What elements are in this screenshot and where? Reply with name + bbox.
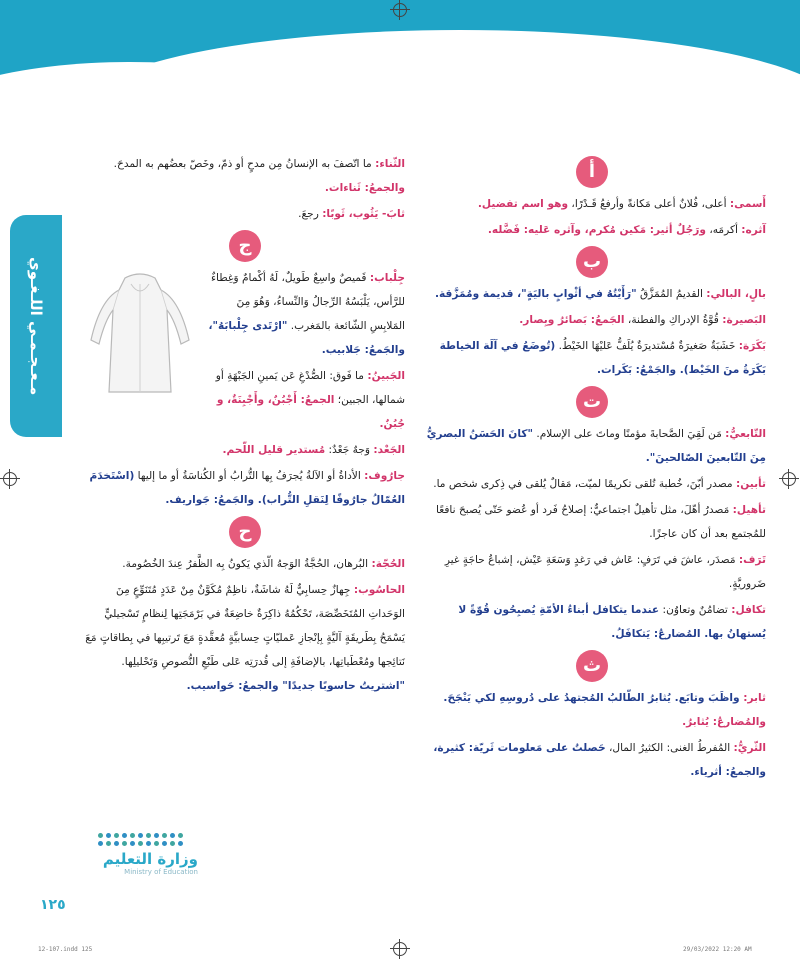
entry-term: الحُجّة: — [371, 558, 405, 570]
entry-term: ثابر: — [743, 692, 766, 704]
entry-extra: الجَمعُ: بَصائرُ وبِصار. — [519, 314, 625, 326]
entry-extra: (تُوضَعُ في آلَة الخياطة بَكَرَةُ منَ الخَيْط). والجَمْعُ: بَكَرات. — [439, 340, 766, 376]
entry-definition: القديمُ المُمَزَّقُ — [636, 288, 707, 300]
entry-term: تكافل: — [731, 604, 766, 616]
entry-term: الثّريُّ: — [733, 742, 766, 754]
section-ba — [418, 246, 766, 382]
entry-extra: (اسْتَخدَمَ العُمّالُ جارُوفًا لِنَقلِ التُّراب). والجَمعُ: جَواريف. — [89, 470, 405, 506]
entry — [418, 686, 766, 734]
registration-mark-icon — [393, 3, 407, 17]
print-slug-file: 12-107.indd 125 — [38, 946, 93, 953]
section-ha — [85, 516, 405, 698]
left-column — [85, 152, 405, 700]
entry-extra: مُستدير قليل اللّحم. — [222, 444, 326, 456]
entry-extra: ورَجُلٌ أثير: مَكين مُكرم، وآثره عَليه: فَضَّله. — [487, 224, 706, 236]
entry-term: جارُوف: — [364, 470, 405, 482]
entry-term: الجَعْد: — [373, 444, 405, 456]
entry-definition: مَصدرُ أهّلَ، مثل تأهيلٌ اجتماعيٌّ: إصلاحُ فَرد أو عُضو حَتّى يُصبحَ نافعًا للمُجتمع بعد أن كان عاجزًا. — [436, 504, 766, 540]
entry-definition: ما اتّصفَ به الإنسانُ مِن مدحٍ أو ذمّ، وخَصّ بعضُهم به المدحَ. — [113, 158, 376, 170]
section-tha — [418, 650, 766, 784]
section-alef — [418, 156, 766, 242]
entry — [418, 282, 766, 306]
entry-term: الثّناء: — [375, 158, 405, 170]
entry-term: تأبين: — [735, 478, 766, 490]
entry-term: التّابعيُّ: — [725, 428, 766, 440]
entry-extra: عندما يتكافل أبناءُ الأمّةِ يُصبِحُون قُوّةً لا يُستهانُ بها. المُضارعُ: يَتكافَلُ. — [458, 604, 766, 640]
entry — [418, 218, 766, 242]
entry-definition: قُوَّةُ الإدراكِ والفطنة، — [624, 314, 723, 326]
entry-term: بَكَرَة: — [738, 340, 766, 352]
registration-mark-icon — [3, 472, 17, 486]
letter-badge: ب — [576, 246, 608, 278]
ministry-name-ar: وزارة التعليم — [102, 850, 198, 868]
print-slug-date: 29/03/2022 12:20 AM — [683, 946, 752, 953]
entry — [85, 578, 405, 698]
entry-extra: "رَأَيْتُهُ في أثْوابٍ باليَةٍ"، قديمة ومُمَزَّقة. — [434, 288, 637, 300]
entry-extra: والجمعُ: ثَناءات. — [324, 182, 405, 194]
ministry-logo — [88, 833, 198, 923]
letter-badge: ث — [576, 650, 608, 682]
entry-extra: "ارْتَدى جِلْبابَهُ"، والجَمعُ: جَلابيب. — [208, 320, 405, 356]
letter-badge: ت — [576, 386, 608, 418]
registration-mark-icon — [782, 472, 796, 486]
entry-term: تأهيل: — [732, 504, 766, 516]
entry-definition: البُرهان، الحُجَّةُ الوَجهُ الّذي يَكونُ بِه الظَّفرُ عِندَ الخُصُومة. — [122, 558, 372, 570]
entry — [418, 334, 766, 382]
entry-extra: حَصلتُ على مَعلومات ثَريّة: كثيرة، والجمعُ: أثرياء. — [433, 742, 766, 778]
entry-extra: وهو اسم تفضيل. — [477, 198, 569, 210]
letter-badge: أ — [576, 156, 608, 188]
entry-definition: خَشَبَةٌ صَغيرَةٌ مُسْتديرَةٌ يُلَفُّ عَليْهَا الخَيْطُ. — [555, 340, 739, 352]
entry — [85, 552, 405, 576]
letter-badge: ح — [229, 516, 261, 548]
entry-term: البَصيرة: — [722, 314, 766, 326]
entry-definition: الأداةُ أو الآلةُ يُجرَفُ بِها التُّرابُ أو الكُناسَةُ أو ما إليها — [134, 470, 365, 482]
entry-term: جِلْباب: — [369, 272, 405, 284]
entry — [418, 472, 766, 496]
entry — [85, 438, 405, 462]
entry — [85, 202, 405, 226]
entry-definition: ما فَوق: الصُّدْغِ عَن يَمينِ الجَبْهَةِ أو شمالها، الجبين؛ — [215, 370, 405, 406]
entry-term: آثره: — [741, 224, 766, 236]
page-number: ١٢٥ — [40, 897, 66, 913]
entry-extra: الجمعُ: أَجْبُنٌ، وأَجْبِنَةٌ، و جُبُنٌ. — [216, 394, 405, 430]
section-ta — [418, 386, 766, 646]
entry-definition: مَصدَر، عاشَ في تَرَفٍ: عَاش في رَغدٍ وَسَعَةِ عَيْش، إشباعُ حاجَةٍ غيرِ ضَروريَّةٍ. — [444, 554, 766, 590]
letter-badge: ج — [229, 230, 261, 262]
entry-term: تَرَف: — [738, 554, 766, 566]
section-jim — [85, 230, 405, 512]
entry-extra: "اشتريتُ حاسوبًا جديدًا" والجمعُ: حَواسيب. — [186, 680, 405, 692]
entry — [418, 736, 766, 784]
entry-definition: واظَبَ وتابَع. يُثابرُ الطّالبُ المُجتهدُ على دُروسِهِ لكي يَنْجَحَ. — [443, 692, 744, 704]
right-column — [418, 152, 766, 786]
entry-definition: وَجهٌ جَعْدٌ: — [325, 444, 374, 456]
entry — [418, 308, 766, 332]
ministry-name-en: Ministry of Education — [124, 868, 198, 876]
entry — [418, 192, 766, 216]
entry — [85, 152, 405, 200]
entry — [85, 464, 405, 512]
jilbab-robe-image — [85, 270, 195, 400]
entry-definition: أعلى، فُلانٌ أعلى مَكانةً وأرفعُ قَـدْرًا، — [568, 198, 730, 210]
entry — [418, 598, 766, 646]
entry — [418, 422, 766, 470]
entry-term: الحاسُوب: — [353, 584, 405, 596]
entry — [418, 498, 766, 546]
entry-definition: تضامُنٌ وتعاوُن: — [659, 604, 732, 616]
entry-definition: جِهازٌ حِسابِيٌّ لَهُ شاشَةٌ، ناظِمٌ مُكَوَّنٌ مِنْ عَدَدٍ مُتَنَوِّعٍ مِنَ الوَحَداتِ المُتَخَصِّصَة، تَحْكُمُهُ ذاكِرَةٌ خاضِعَةٌ في بَرْمَجَتِها لِنظامٍ تَسْجيليٍّ يَسْمَحُ بِطَريقَةٍ آليَّةٍ بِإنْجازِ عَمليّاتٍ حِسابيَّةٍ مُعقَّدةٍ مَعَ تَرتيبِها في بِطاقاتٍ مَعَ نَتائِجها ومُعْطَياتِها، بالإضافَةِ إلى قُدرَتِه عَلى طَبْعِ النُّصوصِ وَتَحْليلِها. — [85, 584, 405, 668]
registration-mark-icon — [393, 942, 407, 956]
entry-definition: أكرمَه، — [705, 224, 742, 236]
logo-dots-icon — [98, 833, 188, 846]
entry-definition: رجعَ. — [298, 208, 323, 220]
entry-term: ثابَ- يَثُوب، ثَوبًا: — [322, 208, 405, 220]
entry-extra: والمُضارعُ: يُثابرُ. — [682, 716, 766, 728]
entry-definition: مصدر أبّنَ، خُطبة تُلقى تكريمًا لميّت، مَقالٌ يُلقى في ذِكرى شخص ما. — [433, 478, 736, 490]
entry-definition: المُفرطُ الغنى: الكثيرُ المال، — [605, 742, 734, 754]
side-tab-label: مـعـجـمـي اللـغـوي — [27, 256, 45, 396]
entry-term: أَسمى: — [729, 198, 766, 210]
entry-term: الجَبينُ: — [367, 370, 405, 382]
entry — [418, 548, 766, 596]
entry-extra: "كانَ الحَسَنُ البصريُّ مِنَ التّابعينَ الصّالحينَ". — [426, 428, 766, 464]
entry-definition: مَن لَقِيَ الصَّحابةَ مؤمنًا وماتَ على الإسلام. — [533, 428, 726, 440]
glossary-side-tab — [10, 215, 62, 437]
entry-term: بالٍ، البالي: — [706, 288, 766, 300]
entry-definition: قَميصٌ واسِعٌ طَويلٌ، لَهُ أكْمامٌ وَغِطاءٌ للرَّأس، يَلْبَسُهُ الرِّجالُ وَالنِّساءُ، وَهُوَ مِنَ المَلابِسِ الشّائعة بالمَغرب. — [211, 272, 405, 332]
